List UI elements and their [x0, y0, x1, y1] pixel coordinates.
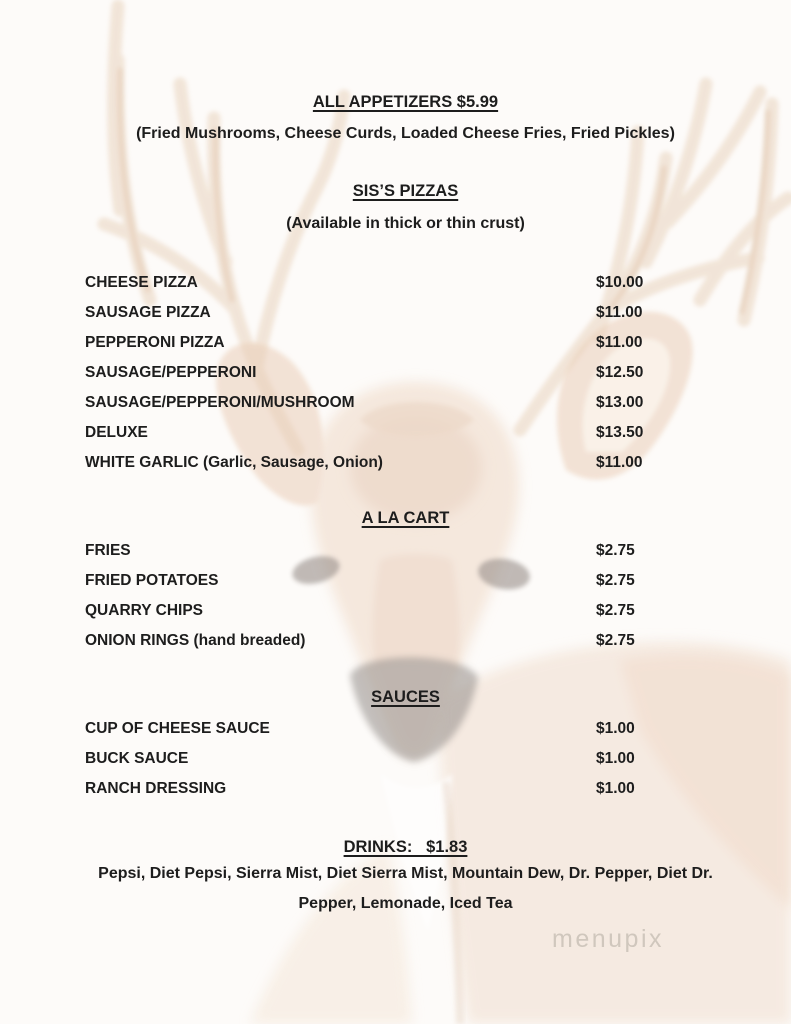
menu-item-price: $1.00	[596, 750, 635, 767]
menu-item-row	[0, 448, 791, 478]
sauces-price-list	[0, 714, 791, 804]
menu-item-price: $12.50	[596, 364, 644, 381]
pizzas-heading: SIS’S PIZZAS	[352, 182, 459, 200]
menu-item-price: $11.00	[596, 304, 643, 321]
menu-item-row	[0, 714, 791, 744]
menu-item-row	[0, 298, 791, 328]
menu-item-row	[0, 536, 791, 566]
menu-item-name: FRIES	[85, 542, 131, 559]
drinks-line: Pepsi, Diet Pepsi, Sierra Mist, Diet Sierra Mist, Mountain Dew, Dr. Pepper, Diet Dr.	[98, 865, 713, 882]
menu-item-name: SAUSAGE/PEPPERONI	[85, 364, 257, 381]
appetizers-heading: ALL APPETIZERS $5.99	[312, 93, 499, 111]
pizzas-price-list	[0, 268, 791, 478]
menu-item-name: QUARRY CHIPS	[85, 602, 203, 619]
menu-item-name: SAUSAGE/PEPPERONI/MUSHROOM	[85, 394, 355, 411]
menu-item-price: $2.75	[596, 632, 635, 649]
menu-item-price: $11.00	[596, 334, 643, 351]
menu-item-row	[0, 268, 791, 298]
menu-item-row	[0, 418, 791, 448]
menu-item-price: $1.00	[596, 720, 635, 737]
drinks-heading: DRINKS: $1.83	[343, 838, 468, 856]
menu-item-row	[0, 388, 791, 418]
menu-item-row	[0, 744, 791, 774]
menu-item-name: DELUXE	[85, 424, 148, 441]
menu-item-name: WHITE GARLIC (Garlic, Sausage, Onion)	[85, 454, 383, 471]
menupix-watermark-logo: menupix	[552, 925, 664, 953]
menu-item-row	[0, 774, 791, 804]
menu-item-price: $2.75	[596, 572, 635, 589]
menu-item-row	[0, 358, 791, 388]
menu-item-price: $11.00	[596, 454, 643, 471]
pizzas-note: (Available in thick or thin crust)	[286, 215, 525, 232]
menu-item-name: PEPPERONI PIZZA	[85, 334, 225, 351]
menu-item-name: BUCK SAUCE	[85, 750, 189, 767]
drinks-line: Pepper, Lemonade, Iced Tea	[298, 895, 513, 912]
sauces-heading: SAUCES	[371, 688, 440, 706]
a-la-cart-heading: A LA CART	[361, 509, 450, 527]
menu-item-row	[0, 328, 791, 358]
menu-item-price: $2.75	[596, 602, 635, 619]
menu-item-name: RANCH DRESSING	[85, 780, 227, 797]
menu-item-row	[0, 596, 791, 626]
menu-item-price: $13.50	[596, 424, 644, 441]
a-la-cart-price-list	[0, 536, 791, 656]
menu-item-price: $2.75	[596, 542, 635, 559]
menu-item-name: ONION RINGS (hand breaded)	[85, 632, 306, 649]
menu-item-name: SAUSAGE PIZZA	[85, 304, 211, 321]
appetizers-note: (Fried Mushrooms, Cheese Curds, Loaded Cheese Fries, Fried Pickles)	[136, 125, 675, 142]
menu-item-price: $1.00	[596, 780, 635, 797]
menu-item-name: FRIED POTATOES	[85, 572, 219, 589]
menu-item-price: $10.00	[596, 274, 644, 291]
menu-item-name: CHEESE PIZZA	[85, 274, 198, 291]
menu-item-price: $13.00	[596, 394, 644, 411]
menu-item-row	[0, 566, 791, 596]
menu-item-name: CUP OF CHEESE SAUCE	[85, 720, 270, 737]
menu-item-row	[0, 626, 791, 656]
drinks-list	[20, 859, 791, 919]
